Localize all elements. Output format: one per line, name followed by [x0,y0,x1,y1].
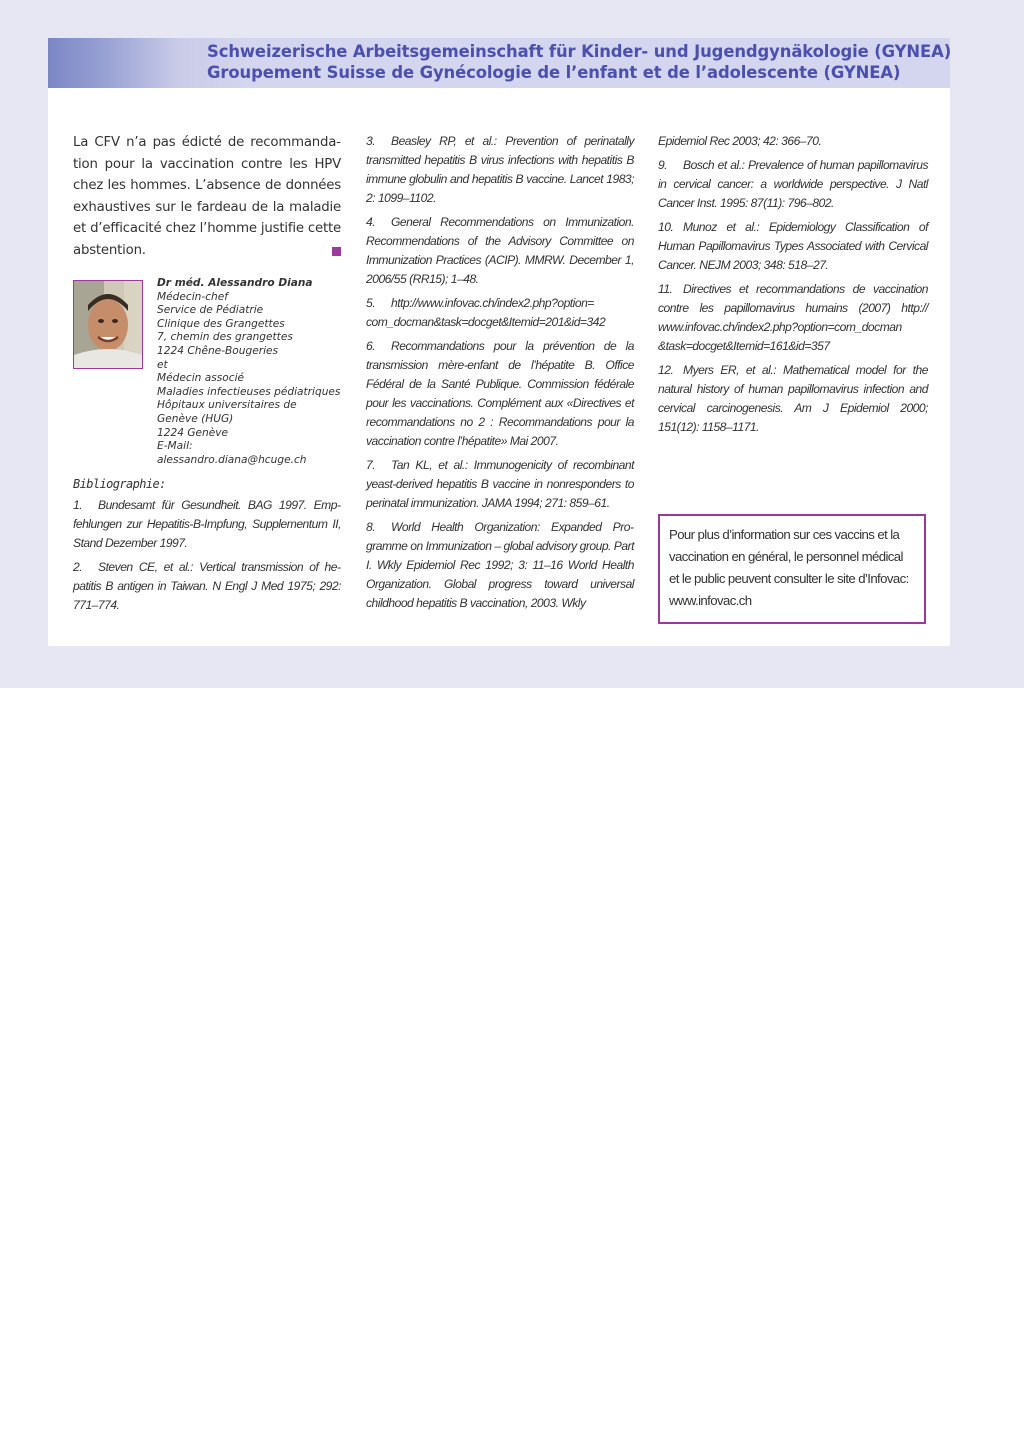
author-line: Genève (HUG) [157,412,234,425]
column-2 [366,132,634,618]
bibliography-title: Bibliographie: [73,477,166,491]
reference-number: 8. [366,520,376,534]
column-3 [658,132,928,442]
reference-number: 1. [73,498,83,512]
author-email[interactable]: alessandro.diana@hcuge.ch [157,453,307,466]
reference-item[interactable] [366,294,634,332]
intro-text: La CFV n’a pas édicté de recommandation pour la vaccination contre les HPV chez les hommes. L’absence de données exhaustives sur le fardeau de la maladie et d’efficacité chez l’homme justifie cette abstention. [73,135,341,258]
reference-number: 2. [73,560,83,574]
author-line: Hôpitaux universitaires de [157,399,297,412]
author-line: Clinique des Grangettes [157,317,285,330]
author-line: Service de Pédiatrie [157,304,264,317]
reference-item [366,132,634,208]
reference-number: 12. [658,363,674,377]
column-1 [73,132,341,620]
reference-number: 10. [658,220,674,234]
author-line: E-Mail: [157,440,193,453]
reference-number: 7. [366,458,376,472]
reference-item [73,496,341,553]
infobox-line: Pour plus d’information sur ces vaccins et la [669,527,900,542]
author-line: Maladies infectieuses pédiatriques [157,385,341,398]
reference-text: Recommandations pour la prévention de la transmission mère-enfant de l’hépatite B. Office Fédéral de la Santé Publique. Commission fédérale pour les vaccinations. Complément aux «Directives et recommandations no 2 : Recommandations pour la vaccination contre l’hépatite» Mai 2007. [366,339,634,448]
reference-number: 5. [366,296,376,310]
reference-text: Steven CE, et al.: Vertical transmission of hepatitis B antigen in Taiwan. N Engl J Med 1975; 292: 771–774. [73,560,341,612]
page-header [48,38,950,88]
reference-item [658,218,928,275]
author-photo [73,280,143,369]
intro-paragraph [73,132,341,261]
reference-item [366,518,634,613]
author-line: et [157,358,168,371]
header-title-fr: Groupement Suisse de Gynécologie de l’enfant et de l’adolescente (GYNEA) [207,63,901,82]
reference-item [73,558,341,615]
author-line: 1224 Genève [157,426,229,439]
reference-text[interactable]: Directives et recommandations de vaccination contre les papillomavirus humains (2007) http:// www.infovac.ch/index2.php?option=com_docman &task=docget&Itemid=161&id=357 [658,282,928,353]
reference-number: 3. [366,134,376,148]
reference-item [658,156,928,213]
reference-item [366,337,634,451]
author-name: Dr méd. Alessandro Diana [157,277,313,289]
reference-continuation: Epidemiol Rec 2003; 42: 366–70. [658,134,822,148]
reference-text: Bosch et al.: Prevalence of human papillomavirus in cervical cancer: a worldwide perspective. J Natl Cancer Inst. 1995: 87(11): 796–802. [658,158,928,210]
author-line: Médecin associé [157,372,245,385]
author-line: 7, chemin des grangettes [157,331,293,344]
document-page [48,38,950,646]
reference-text: Munoz et al.: Epidemiology Classification of Human Papillomavirus Types Associated with Cervical Cancer. NEJM 2003; 348: 518–27. [658,220,928,272]
reference-link[interactable]: http://www.infovac.ch/index2.php?option= com_docman&task=docget&Itemid=201&id=342 [366,296,606,329]
reference-number: 11. [658,282,673,296]
author-line: 1224 Chêne-Bougeries [157,344,279,357]
reference-text: Beasley RP, et al.: Prevention of perinatally transmitted hepatitis B virus infections with hepatitis B immune globulin and hepatitis B vaccine. Lancet 1983; 2: 1099–1102. [366,134,634,205]
reference-number: 6. [366,339,376,353]
header-title-de: Schweizerische Arbeitsgemeinschaft für Kinder- und Jugendgynäkologie (GYNEA) [207,42,952,61]
reference-item[interactable] [658,280,928,356]
infobox-line: vaccination en général, le personnel médical [669,549,903,564]
reference-text: General Recommendations on Immunization. Recommendations of the Advisory Committee on Immunization Practices (ACIP). MMRW. December 1, 2006/55 (RR15); 1–48. [366,215,634,286]
end-of-article-mark [332,247,341,256]
infovac-link[interactable]: www.infovac.ch [669,593,752,608]
portrait-image [74,281,142,368]
author-line: Médecin-chef [157,290,228,303]
reference-number: 9. [658,158,668,172]
author-address [157,277,347,467]
reference-text: World Health Organization: Expanded Programme on Immunization – global advisory group. Part I. Wkly Epidemiol Rec 1992; 3: 11–16 World Health Organization. Global progress toward universal childhood hepatitis B vaccination, 2003. Wkly [366,520,634,610]
reference-item [366,213,634,289]
author-block [73,277,341,477]
reference-text: Bundesamt für Gesundheit. BAG 1997. Empfehlungen zur Hepatitis-B-Impfung, Supplementum II, Stand Dezember 1997. [73,498,341,550]
reference-item [658,361,928,437]
reference-text: Myers ER, et al.: Mathematical model for the natural history of human papillomavirus infection and cervical carcinogenesis. Am J Epidemiol 2000; 151(12): 1158–1171. [658,363,928,434]
reference-number: 4. [366,215,376,229]
reference-item [366,456,634,513]
reference-text: Tan KL, et al.: Immunogenicity of recombinant yeast-derived hepatitis B vaccine in nonresponders to perinatal immunization. JAMA 1994; 271: 859–61. [366,458,634,510]
infobox-line: et le public peuvent consulter le site d’Infovac: [669,571,909,586]
infovac-info-box [658,514,926,624]
